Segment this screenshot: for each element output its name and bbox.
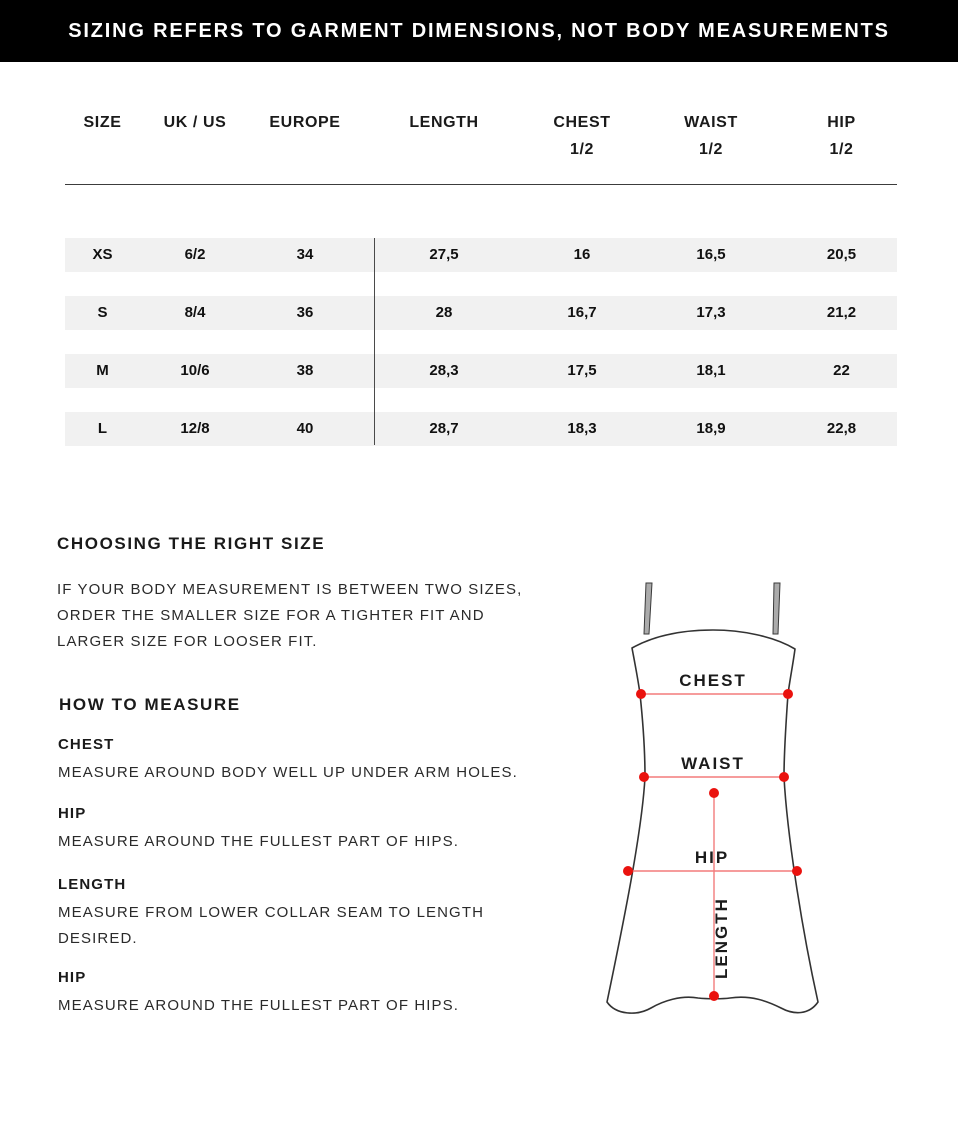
cell-waist: 17,3 <box>696 304 726 321</box>
measure-item-hip <box>58 805 520 855</box>
cell-hip: 22 <box>833 362 850 379</box>
cell-size: M <box>96 362 109 379</box>
length-dot-top <box>709 788 719 798</box>
cell-size: S <box>97 304 108 321</box>
table-row-l <box>65 412 897 446</box>
cell-europe: 36 <box>296 304 314 321</box>
measure-item-description: MEASURE AROUND THE FULLEST PART OF HIPS. <box>58 997 460 1014</box>
table-row-s <box>65 296 897 330</box>
cell-size: XS <box>92 246 113 263</box>
measure-item-hip-2 <box>58 969 520 1019</box>
cell-ukus: 6/2 <box>184 246 206 263</box>
cell-waist: 18,9 <box>696 420 726 437</box>
table-row-m <box>65 354 897 388</box>
cell-hip: 21,2 <box>826 304 857 321</box>
column-header-chest: CHEST 1/2 <box>553 114 611 158</box>
chest-dot-right <box>783 689 793 699</box>
column-header-waist: WAIST 1/2 <box>684 114 738 158</box>
dress-measurement-diagram <box>595 570 925 1030</box>
cell-chest: 16 <box>573 246 591 263</box>
cell-waist: 16,5 <box>696 246 726 263</box>
size-table-body <box>65 238 897 470</box>
measure-item-chest <box>58 736 520 786</box>
cell-europe: 38 <box>296 362 314 379</box>
cell-ukus: 10/6 <box>180 362 210 379</box>
cell-length: 27,5 <box>429 246 459 263</box>
table-header-divider <box>65 184 897 185</box>
column-header-ukus: UK / US <box>163 114 227 131</box>
cell-length: 28,3 <box>429 362 459 379</box>
cell-ukus: 12/8 <box>180 420 210 437</box>
cell-europe: 34 <box>296 246 314 263</box>
column-header-size: SIZE <box>83 114 122 131</box>
disclaimer-banner <box>0 0 958 62</box>
cell-length: 28 <box>435 304 453 321</box>
how-to-measure-heading: HOW TO MEASURE <box>59 695 241 714</box>
chest-dot-left <box>636 689 646 699</box>
measure-item-label: CHEST <box>58 736 115 753</box>
dress-strap-left <box>644 583 652 634</box>
table-column-divider <box>374 238 375 445</box>
length-dot-bottom <box>709 991 719 1001</box>
choosing-size-body: IF YOUR BODY MEASUREMENT IS BETWEEN TWO SIZES, ORDER THE SMALLER SIZE FOR A TIGHTER FIT AND LARGER SIZE FOR LOOSER FIT. <box>57 581 523 650</box>
measure-item-length <box>58 876 520 952</box>
dress-strap-right <box>773 583 780 634</box>
disclaimer-text: SIZING REFERS TO GARMENT DIMENSIONS, NOT BODY MEASUREMENTS <box>68 19 890 42</box>
measure-item-label: HIP <box>58 805 87 822</box>
cell-hip: 20,5 <box>826 246 857 263</box>
measure-item-label: HIP <box>58 969 87 986</box>
cell-waist: 18,1 <box>696 362 726 379</box>
cell-chest: 17,5 <box>567 362 597 379</box>
choosing-size-heading: CHOOSING THE RIGHT SIZE <box>57 534 326 553</box>
cell-chest: 18,3 <box>567 420 597 437</box>
column-header-europe: EUROPE <box>269 114 341 131</box>
cell-chest: 16,7 <box>567 304 597 321</box>
size-table-header <box>65 114 897 159</box>
measure-item-description: MEASURE AROUND THE FULLEST PART OF HIPS. <box>58 833 460 850</box>
waist-dot-left <box>639 772 649 782</box>
cell-size: L <box>97 420 108 437</box>
waist-diagram-label: WAIST <box>681 754 745 773</box>
cell-ukus: 8/4 <box>184 304 206 321</box>
dress-illustration <box>595 570 925 1030</box>
table-row-xs <box>65 238 897 272</box>
measure-item-label: LENGTH <box>58 876 127 893</box>
cell-europe: 40 <box>296 420 314 437</box>
cell-hip: 22,8 <box>826 420 857 437</box>
cell-length: 28,7 <box>429 420 459 437</box>
hip-dot-right <box>792 866 802 876</box>
chest-diagram-label: CHEST <box>679 671 747 690</box>
column-header-hip: HIP 1/2 <box>827 114 856 158</box>
measure-item-description: MEASURE FROM LOWER COLLAR SEAM TO LENGTH DESIRED. <box>58 904 485 947</box>
column-header-length: LENGTH <box>409 114 479 131</box>
hip-diagram-label: HIP <box>694 848 730 867</box>
measure-item-description: MEASURE AROUND BODY WELL UP UNDER ARM HOLES. <box>58 764 518 781</box>
hip-dot-left <box>623 866 633 876</box>
waist-dot-right <box>779 772 789 782</box>
length-diagram-label: LENGTH <box>712 897 731 979</box>
